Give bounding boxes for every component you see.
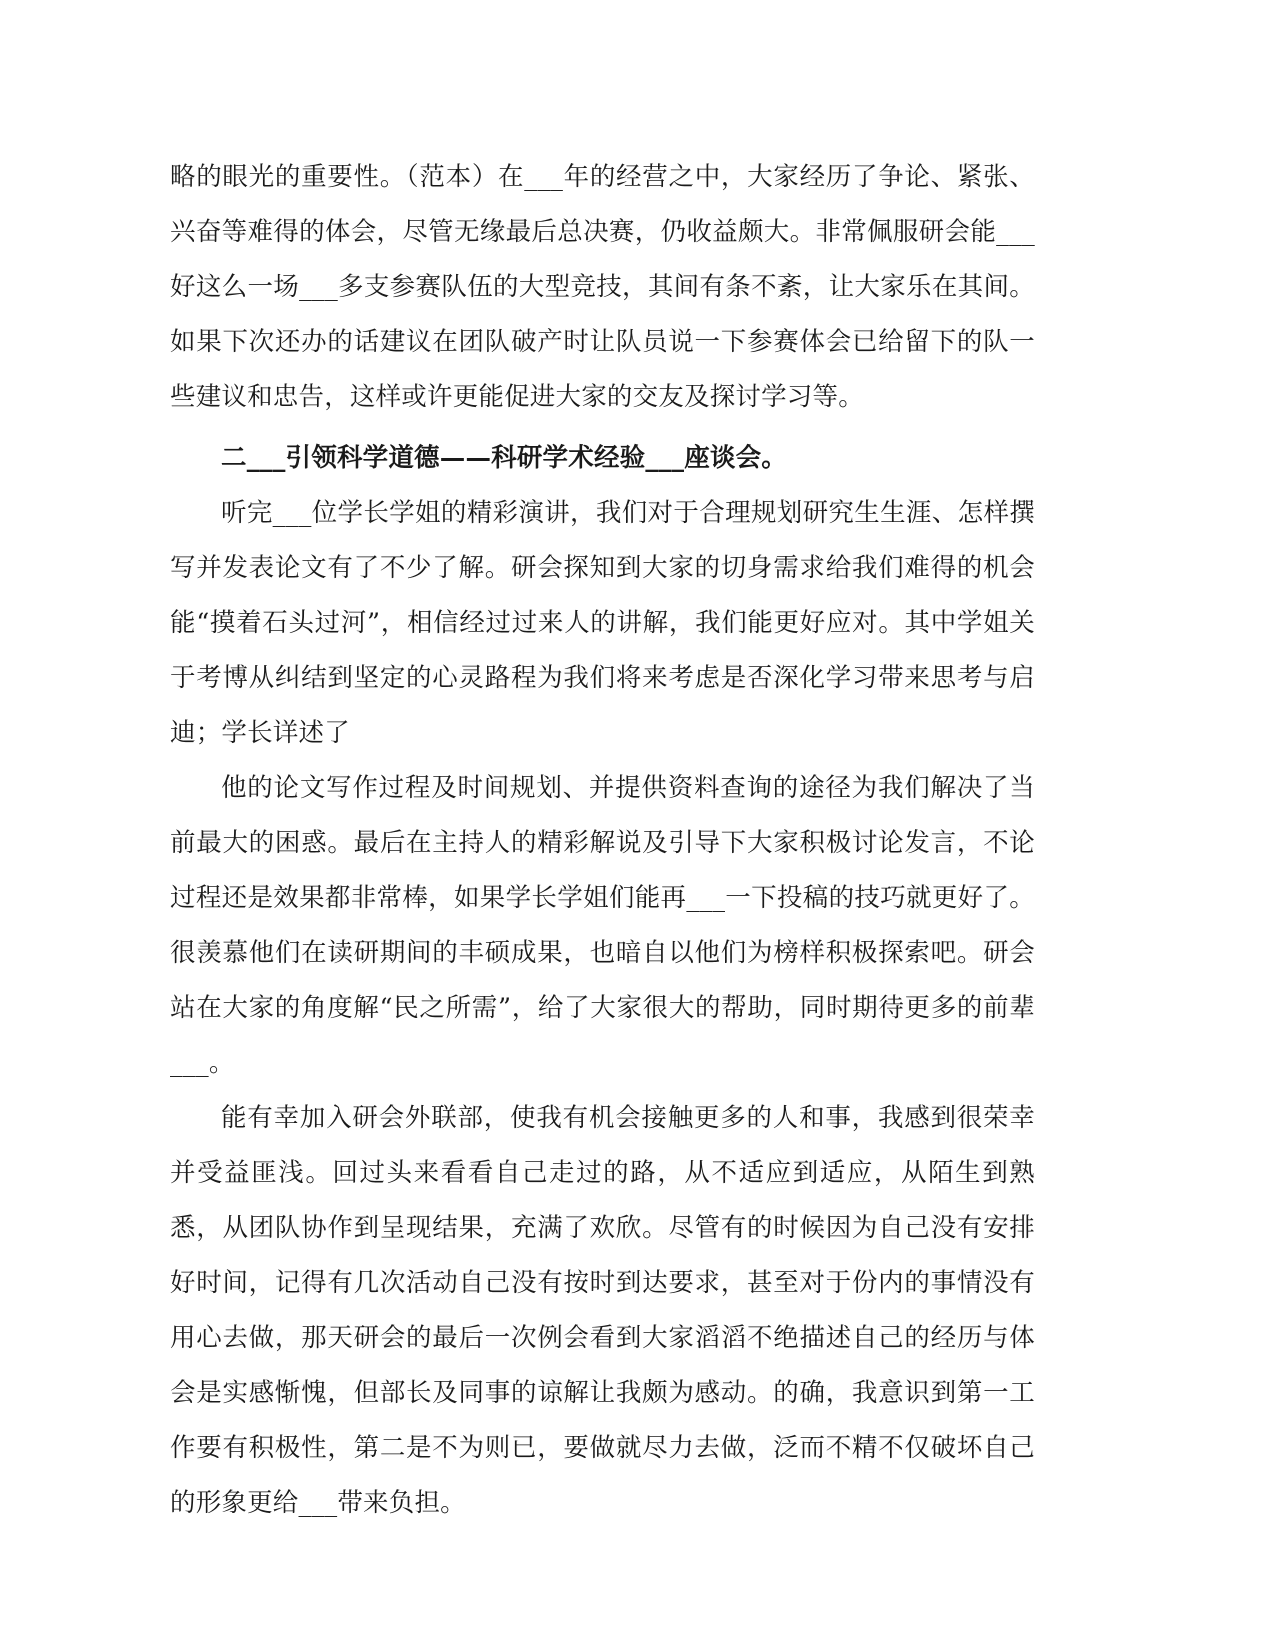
paragraph-lecture-summary: 听完___位学长学姐的精彩演讲，我们对于合理规划研究生生涯、怎样撰写并发表论文有了不少了解。研会探知到大家的切身需求给我们难得的机会能“摸着石头过河”，相信经过过来人的讲解，我们能更好应对。其中学姐关于考博从纠结到坚定的心灵路程为我们将来考虑是否深化学习带来思考与启迪；学长详述了 xyxy=(170,498,1035,748)
paragraph-thesis-writing: 他的论文写作过程及时间规划、并提供资料查询的途径为我们解决了当前最大的困惑。最后在主持人的精彩解说及引导下大家积极讨论发言，不论过程还是效果都非常棒，如果学长学姐们能再___一下投稿的技巧就更好了。很羡慕他们在读研期间的丰硕成果，也暗自以他们为榜样积极探索吧。研会站在大家的角度解“民之所需”，给了大家很大的帮助，同时期待更多的前辈___。 xyxy=(170,773,1035,1078)
section-heading-two: 二___引领科学道德——科研学术经验___座谈会。 xyxy=(221,443,788,473)
paragraph-reflection: 能有幸加入研会外联部，使我有机会接触更多的人和事，我感到很荣幸并受益匪浅。回过头来看看自己走过的路，从不适应到适应，从陌生到熟悉，从团队协作到呈现结果，充满了欢欣。尽管有的时候因为自己没有安排好时间，记得有几次活动自己没有按时到达要求，甚至对于份内的事情没有用心去做，那天研会的最后一次例会看到大家滔滔不绝描述自己的经历与体会是实感惭愧，但部长及同事的谅解让我颇为感动。的确，我意识到第一工作要有积极性，第二是不为则已，要做就尽力去做，泛而不精不仅破坏自己的形象更给___带来负担。 xyxy=(170,1103,1035,1518)
document-body xyxy=(170,148,1035,1531)
paragraph-continuation: 略的眼光的重要性。（范本）在___年的经营之中，大家经历了争论、紧张、兴奋等难得的体会，尽管无缘最后总决赛，仍收益颇大。非常佩服研会能___好这么一场___多支参赛队伍的大型竞技，其间有条不紊，让大家乐在其间。如果下次还办的话建议在团队破产时让队员说一下参赛体会已给留下的队一些建议和忠告，这样或许更能促进大家的交友及探讨学习等。 xyxy=(170,162,1035,412)
